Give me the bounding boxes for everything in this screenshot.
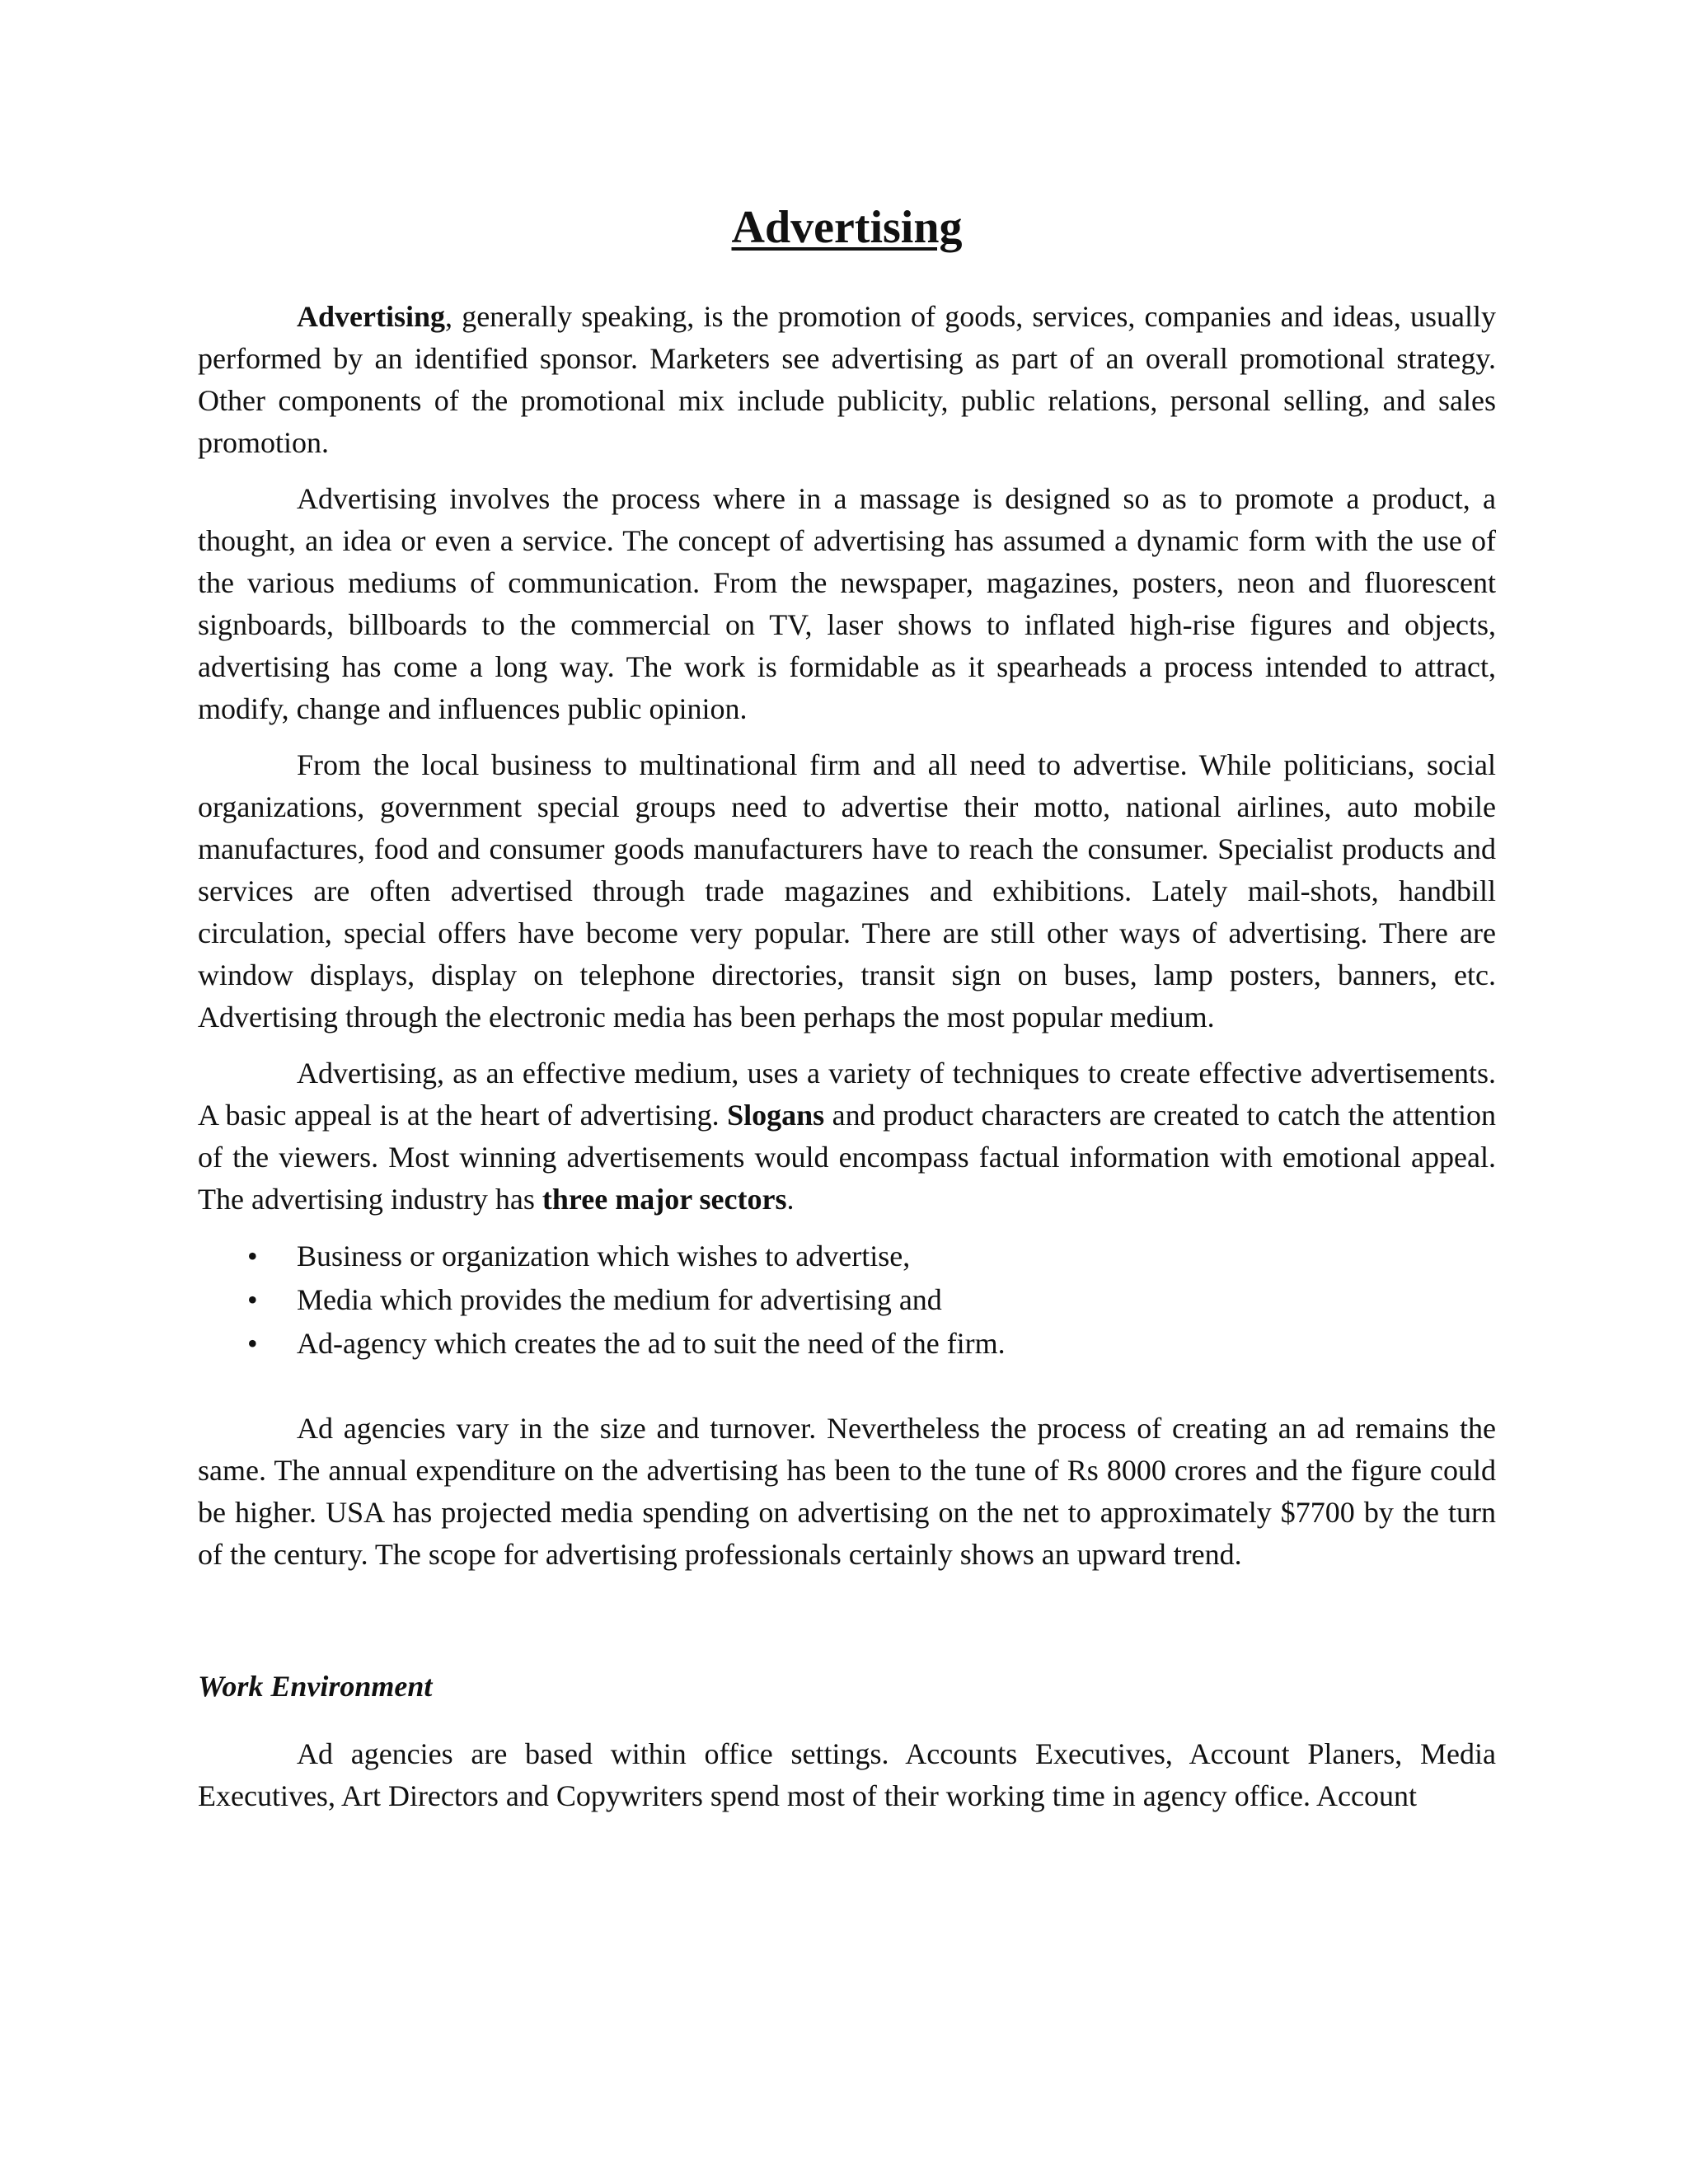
three-sectors-term: three major sectors: [542, 1183, 787, 1216]
bullet-icon: •: [247, 1283, 258, 1316]
paragraph-process: Advertising involves the process where in a massage is designed so as to promote a product, a thought, an idea or even a service. The concept of advertising has assumed a dynamic form with the use of the various mediums of communication. From the newspaper, magazines, posters, neon and fluorescent signboards, billboards to the commercial on TV, laser shows to inflated high-rise figures and objects, advertising has come a long way. The work is formidable as it spearheads a process intended to attract, modify, change and influences public opinion.: [198, 482, 1496, 725]
intro-text: , generally speaking, is the promotion of goods, services, companies and ideas, usually performed by an identified sponsor. Marketers see advertising as part of an overall promotional strategy. Other components of the promotional mix include publicity, public relations, personal selling, and sales promotion.: [198, 300, 1496, 459]
techniques-text-3: .: [786, 1183, 795, 1216]
sectors-list: [198, 1235, 1496, 1366]
paragraph-work-environment: Ad agencies are based within office settings. Accounts Executives, Account Planers, Media Executives, Art Directors and Copywriters spend most of their working time in agency office. Account: [198, 1737, 1496, 1812]
paragraph-techniques: [198, 1052, 1496, 1221]
intro-lead-term: Advertising: [297, 300, 445, 333]
page-title: Advertising: [731, 202, 963, 253]
paragraph-intro: [198, 296, 1496, 464]
paragraph-who-advertises: From the local business to multinational firm and all need to advertise. While politicians, social organizations, government special groups need to advertise their motto, national airlines, auto mobile manufactures, food and consumer goods manufacturers have to reach the consumer. Specialist products and services are often advertised through trade magazines and exhibitions. Lately mail-shots, handbill circulation, special offers have become very popular. There are still other ways of advertising. There are window displays, display on telephone directories, transit sign on buses, lamp posters, banners, etc. Advertising through the electronic media has been perhaps the most popular medium.: [198, 748, 1496, 1033]
list-item-text: Media which provides the medium for advertising and: [297, 1283, 942, 1316]
list-item: [198, 1322, 1496, 1366]
techniques-text-2: and product characters are created to catch the attention of the viewers. Most winning advertisements would encompass factual information with emotional appeal. The advertising industry has: [198, 1099, 1496, 1216]
techniques-text-1: Advertising, as an effective medium, uses a variety of techniques to create effective advertisements. A basic appeal is at the heart of advertising.: [198, 1057, 1496, 1132]
list-item: [198, 1278, 1496, 1322]
list-item-text: Business or organization which wishes to advertise,: [297, 1240, 911, 1272]
paragraph-agencies: Ad agencies vary in the size and turnover. Nevertheless the process of creating an ad remains the same. The annual expenditure on the advertising has been to the tune of Rs 8000 crores and the figure could be higher. USA has projected media spending on advertising on the net to approximately $7700 by the turn of the century. The scope for advertising professionals certainly shows an upward trend.: [198, 1412, 1496, 1571]
document-body: [198, 186, 1496, 1831]
bullet-icon: •: [247, 1240, 258, 1272]
list-item-text: Ad-agency which creates the ad to suit the need of the firm.: [297, 1327, 1006, 1360]
slogans-term: Slogans: [727, 1099, 825, 1132]
section-heading-work-environment: Work Environment: [198, 1670, 433, 1703]
list-item: [198, 1235, 1496, 1278]
bullet-icon: •: [247, 1327, 258, 1360]
